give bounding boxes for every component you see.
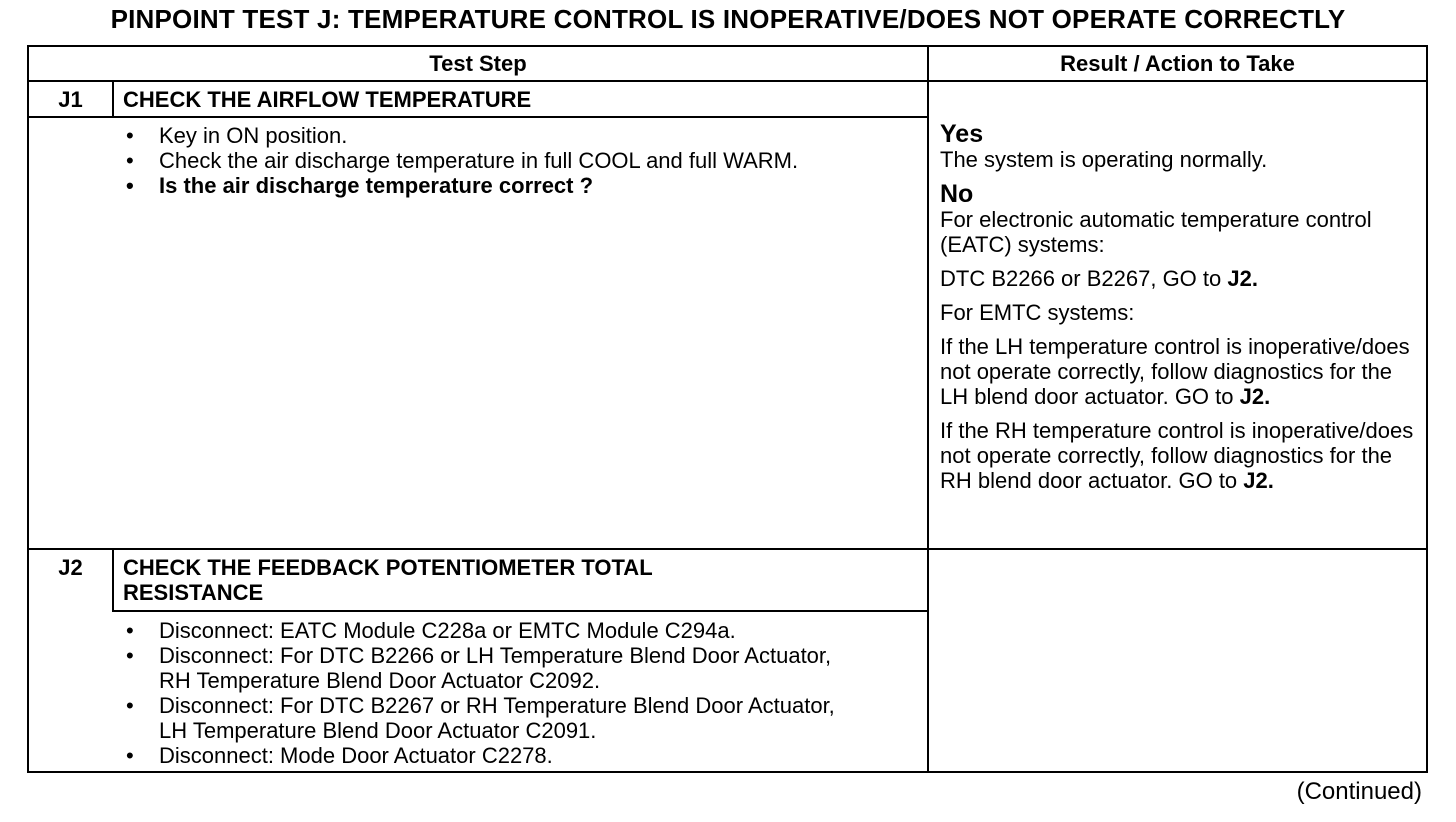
list-item: • Disconnect: EATC Module C228a or EMTC Module C294a.	[123, 618, 843, 643]
header-test-step: Test Step	[429, 51, 527, 76]
yes-text: The system is operating normally.	[940, 147, 1268, 172]
j1-id-divider	[112, 82, 114, 116]
step-id-j2: J2	[58, 555, 83, 580]
goto-j2-link: J2.	[1227, 266, 1258, 291]
eatc-text: For electronic automatic temperature control (EATC) systems:	[940, 207, 1372, 257]
rh-text: If the RH temperature control is inoperative/does not operate correctly, follow diagnostics for the RH blend door actuator. GO to J2.	[940, 418, 1414, 493]
lh-text: If the LH temperature control is inoperative/does not operate correctly, follow diagnostics for the LH blend door actuator. GO to J2.	[940, 334, 1410, 409]
j1-title-divider	[29, 116, 927, 118]
list-item: • Disconnect: For DTC B2266 or LH Temperature Blend Door Actuator, RH Temperature Blend Door Actuator C2092.	[123, 643, 843, 693]
row-divider	[29, 548, 1426, 550]
step-title-j1: CHECK THE AIRFLOW TEMPERATURE	[123, 87, 532, 112]
page-title: PINPOINT TEST J: TEMPERATURE CONTROL IS INOPERATIVE/DOES NOT OPERATE CORRECTLY	[110, 4, 1346, 34]
step-j2-bullets	[123, 618, 843, 768]
j2-id-divider	[112, 550, 114, 610]
list-item: • Disconnect: For DTC B2267 or RH Temperature Blend Door Actuator, LH Temperature Blend Door Actuator C2091.	[123, 693, 843, 743]
pinpoint-test-table	[27, 45, 1428, 773]
step-id-j1: J1	[58, 87, 83, 112]
step-j1-bullets	[123, 123, 823, 198]
list-item: • Key in ON position.	[123, 123, 823, 148]
list-item: • Disconnect: Mode Door Actuator C2278.	[123, 743, 843, 768]
yes-label: Yes	[940, 120, 984, 148]
dtc-text: DTC B2266 or B2267, GO to J2.	[940, 266, 1258, 291]
j2-title-divider	[112, 610, 927, 612]
step-title-j2: CHECK THE FEEDBACK POTENTIOMETER TOTAL RESISTANCE	[123, 555, 653, 605]
j1-results	[940, 121, 1420, 493]
goto-j2-link: J2.	[1243, 468, 1274, 493]
no-label: No	[940, 180, 974, 208]
column-divider	[927, 47, 929, 771]
list-item: • Is the air discharge temperature correct ?	[123, 173, 823, 198]
list-item: • Check the air discharge temperature in full COOL and full WARM.	[123, 148, 823, 173]
emtc-text: For EMTC systems:	[940, 300, 1135, 325]
header-divider	[29, 80, 1426, 82]
goto-j2-link: J2.	[1239, 384, 1271, 409]
header-result: Result / Action to Take	[1060, 51, 1295, 76]
continued-label: (Continued)	[1296, 778, 1422, 805]
